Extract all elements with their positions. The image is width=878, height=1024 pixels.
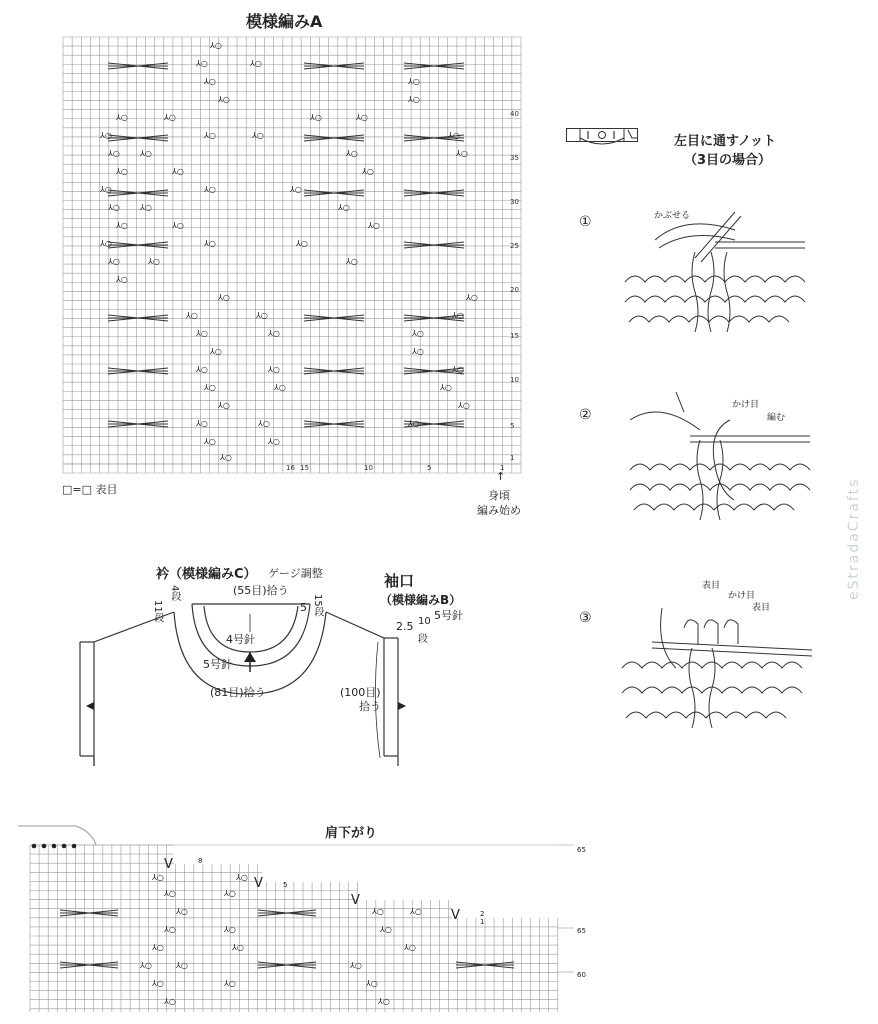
stitch-symbol: ⅄○ [196, 59, 208, 68]
collar-right-5: 5 [300, 601, 307, 614]
stitch-symbol: ⅄○ [204, 131, 216, 140]
stitch-symbol: ⅄○ [164, 889, 176, 898]
collar-left-rows: 11段 [152, 600, 163, 623]
stitch-symbol: ⅄○ [108, 149, 120, 158]
col-label: 16 [286, 464, 295, 472]
stitch-symbol: ⅄○ [232, 943, 244, 952]
col-label: 1 [500, 464, 505, 472]
stitch-symbol: ⅄○ [164, 113, 176, 122]
stitch-symbol: ⅄○ [108, 203, 120, 212]
row-label: 35 [510, 154, 519, 162]
cuff-pickup-1: (100目) [340, 686, 381, 699]
step-3-note-2: かけ目 [728, 591, 756, 601]
stitch-symbol: ⅄○ [224, 925, 236, 934]
step-2-note-1: かけ目 [732, 400, 760, 410]
stitch-symbol: ⅄○ [362, 167, 374, 176]
collar-needle-5: 5号針 [203, 658, 232, 671]
arrow-5: 5 [283, 881, 288, 889]
stitch-symbol: ⅄○ [290, 185, 302, 194]
stitch-symbol: ⅄○ [356, 113, 368, 122]
bind-dot [72, 844, 77, 849]
stitch-symbol: ⅄○ [224, 979, 236, 988]
stitch-symbol: ⅄○ [338, 203, 350, 212]
stitch-symbol: ⅄○ [258, 419, 270, 428]
row-label: 40 [510, 110, 519, 118]
stitch-symbol: ⅄○ [440, 383, 452, 392]
stitch-symbol: ⅄○ [346, 149, 358, 158]
shoulder-title: 肩下がり [325, 826, 378, 841]
stitch-symbol: ⅄○ [274, 383, 286, 392]
cable-symbol [60, 962, 118, 968]
collar-needle-4: 4号針 [226, 633, 255, 646]
stitch-symbol: ⅄○ [186, 311, 198, 320]
stitch-symbol: ⅄○ [204, 77, 216, 86]
stitch-symbol: ⅄○ [176, 961, 188, 970]
start-label-2: 編み始め [477, 504, 521, 517]
stitch-symbol: ⅄○ [100, 185, 112, 194]
stitch-symbol: ⅄○ [408, 419, 420, 428]
col-label: 10 [364, 464, 373, 472]
stitch-symbol: ⅄○ [466, 293, 478, 302]
stitch-symbol: ⅄○ [218, 293, 230, 302]
stitch-symbol: ⅄○ [404, 943, 416, 952]
stitch-symbol: ⅄○ [108, 257, 120, 266]
stitch-symbol: ⅄○ [408, 77, 420, 86]
row-label: 20 [510, 286, 519, 294]
stitch-symbol: ⅄○ [196, 365, 208, 374]
collar-gauge: ゲージ調整 [268, 567, 323, 580]
mark-65-top: 65 [577, 846, 586, 854]
bind-dot [42, 844, 47, 849]
step-2-note-2: 編む [767, 413, 786, 423]
collar-title: 衿（模様編みC） [156, 567, 257, 582]
chart-a-title: 模様編みA [246, 12, 323, 31]
cuff-subtitle: （模様編みB） [380, 593, 462, 607]
stitch-symbol: ⅄○ [152, 979, 164, 988]
step-3-note-3: 表目 [752, 603, 771, 613]
row-label: 5 [510, 422, 515, 430]
stitch-symbol: ⅄○ [204, 383, 216, 392]
knot-title: 左目に通すノット [674, 134, 777, 149]
stitch-symbol: ⅄○ [458, 401, 470, 410]
watermark: eStradaCrafts [846, 477, 862, 600]
stitch-symbol: ⅄○ [412, 329, 424, 338]
stitch-symbol: ⅄○ [310, 113, 322, 122]
stitch-symbol: ⅄○ [196, 419, 208, 428]
stitch-symbol: ⅄○ [172, 221, 184, 230]
cable-symbol [258, 962, 316, 968]
stitch-symbol: ⅄○ [408, 95, 420, 104]
row-label: 25 [510, 242, 519, 250]
row-label: 30 [510, 198, 519, 206]
stitch-symbol: ⅄○ [100, 239, 112, 248]
stitch-symbol: ⅄○ [268, 329, 280, 338]
stitch-symbol: ⅄○ [368, 221, 380, 230]
step-3-note-1: 表目 [702, 581, 721, 591]
stitch-symbol: ⅄○ [196, 329, 208, 338]
stitch-symbol: ⅄○ [346, 257, 358, 266]
stitch-symbol: ⅄○ [372, 907, 384, 916]
stitch-symbol: ⅄○ [452, 365, 464, 374]
bind-dot [32, 844, 37, 849]
arrow-8: 8 [198, 857, 203, 865]
cuff-needle: 5号針 [434, 609, 463, 622]
cuff-rows: 2.5 [396, 620, 414, 633]
stitch-symbol: ⅄○ [220, 453, 232, 462]
collar-right-rows: 15段 [312, 594, 323, 617]
stitch-symbol: ⅄○ [250, 59, 262, 68]
stitch-symbol: ⅄○ [224, 889, 236, 898]
row-label: 10 [510, 376, 519, 384]
row-label: 1 [510, 454, 515, 462]
stitch-symbol: ⅄○ [210, 41, 222, 50]
stitch-symbol: ⅄○ [366, 979, 378, 988]
bind-dot [52, 844, 57, 849]
mark-65-mid: 65 [577, 927, 586, 935]
col-label: 15 [300, 464, 309, 472]
row-label: 15 [510, 332, 519, 340]
step-3-number: ③ [579, 610, 592, 626]
start-label-1: 身頃 [488, 489, 510, 502]
stitch-symbol: ⅄○ [350, 961, 362, 970]
stitch-symbol: ⅄○ [152, 943, 164, 952]
stitch-symbol: ⅄○ [204, 185, 216, 194]
mark-60: 60 [577, 971, 586, 979]
v-symbol-1: V [164, 857, 173, 872]
start-arrow-icon: ↑ [496, 470, 506, 483]
col-label: 5 [427, 464, 432, 472]
stitch-symbol: ⅄○ [448, 131, 460, 140]
v-symbol-2: V [254, 876, 263, 891]
stitch-symbol: ⅄○ [148, 257, 160, 266]
stitch-symbol: ⅄○ [268, 437, 280, 446]
collar-bottom-pickup: (81目)拾う [210, 686, 266, 699]
stitch-symbol: ⅄○ [252, 131, 264, 140]
cable-symbol [258, 910, 316, 916]
stitch-symbol: ⅄○ [412, 347, 424, 356]
stitch-symbol: ⅄○ [378, 997, 390, 1006]
stitch-symbol: ⅄○ [256, 311, 268, 320]
cable-symbol [60, 910, 118, 916]
step-2-number: ② [579, 407, 592, 423]
stitch-symbol: ⅄○ [268, 365, 280, 374]
stitch-symbol: ⅄○ [100, 131, 112, 140]
stitch-symbol: ⅄○ [380, 925, 392, 934]
stitch-symbol: ⅄○ [116, 275, 128, 284]
cuff-rows-10: 10 [418, 616, 431, 627]
stitch-symbol: ⅄○ [152, 873, 164, 882]
cuff-rows-unit: 段 [418, 634, 428, 645]
stitch-symbol: ⅄○ [210, 347, 222, 356]
stitch-symbol: ⅄○ [204, 239, 216, 248]
stitch-symbol: ⅄○ [140, 149, 152, 158]
stitch-symbol: ⅄○ [140, 203, 152, 212]
stitch-symbol: ⅄○ [116, 113, 128, 122]
stitch-symbol: ⅄○ [296, 239, 308, 248]
cuff-title: 袖口 [384, 572, 415, 590]
stitch-symbol: ⅄○ [140, 961, 152, 970]
collar-left-4: 4段 [169, 585, 180, 602]
stitch-symbol: ⅄○ [218, 95, 230, 104]
v-symbol-4: V [451, 908, 460, 923]
stitch-symbol: ⅄○ [204, 437, 216, 446]
stitch-symbol: ⅄○ [410, 907, 422, 916]
stitch-symbol: ⅄○ [456, 149, 468, 158]
stitch-symbol: ⅄○ [176, 907, 188, 916]
step-1-note: かぶせる [654, 211, 691, 221]
arrow-1: 1 [480, 918, 485, 926]
collar-top-pickup: (55目)拾う [233, 584, 289, 597]
arrow-2: 2 [480, 910, 485, 918]
cuff-pickup-2: 拾う [359, 700, 381, 713]
knot-subtitle: （3目の場合） [684, 153, 772, 168]
stitch-symbol: ⅄○ [116, 221, 128, 230]
stitch-symbol: ⅄○ [116, 167, 128, 176]
stitch-symbol: ⅄○ [172, 167, 184, 176]
bind-dot [62, 844, 67, 849]
stitch-symbol: ⅄○ [164, 997, 176, 1006]
stitch-symbol: ⅄○ [164, 925, 176, 934]
stitch-symbol: ⅄○ [452, 311, 464, 320]
v-symbol-3: V [351, 893, 360, 908]
stitch-symbol: ⅄○ [236, 873, 248, 882]
stitch-symbol: ⅄○ [218, 401, 230, 410]
step-1-number: ① [579, 214, 592, 230]
chart-a-legend: □=□ 表目 [62, 483, 118, 496]
